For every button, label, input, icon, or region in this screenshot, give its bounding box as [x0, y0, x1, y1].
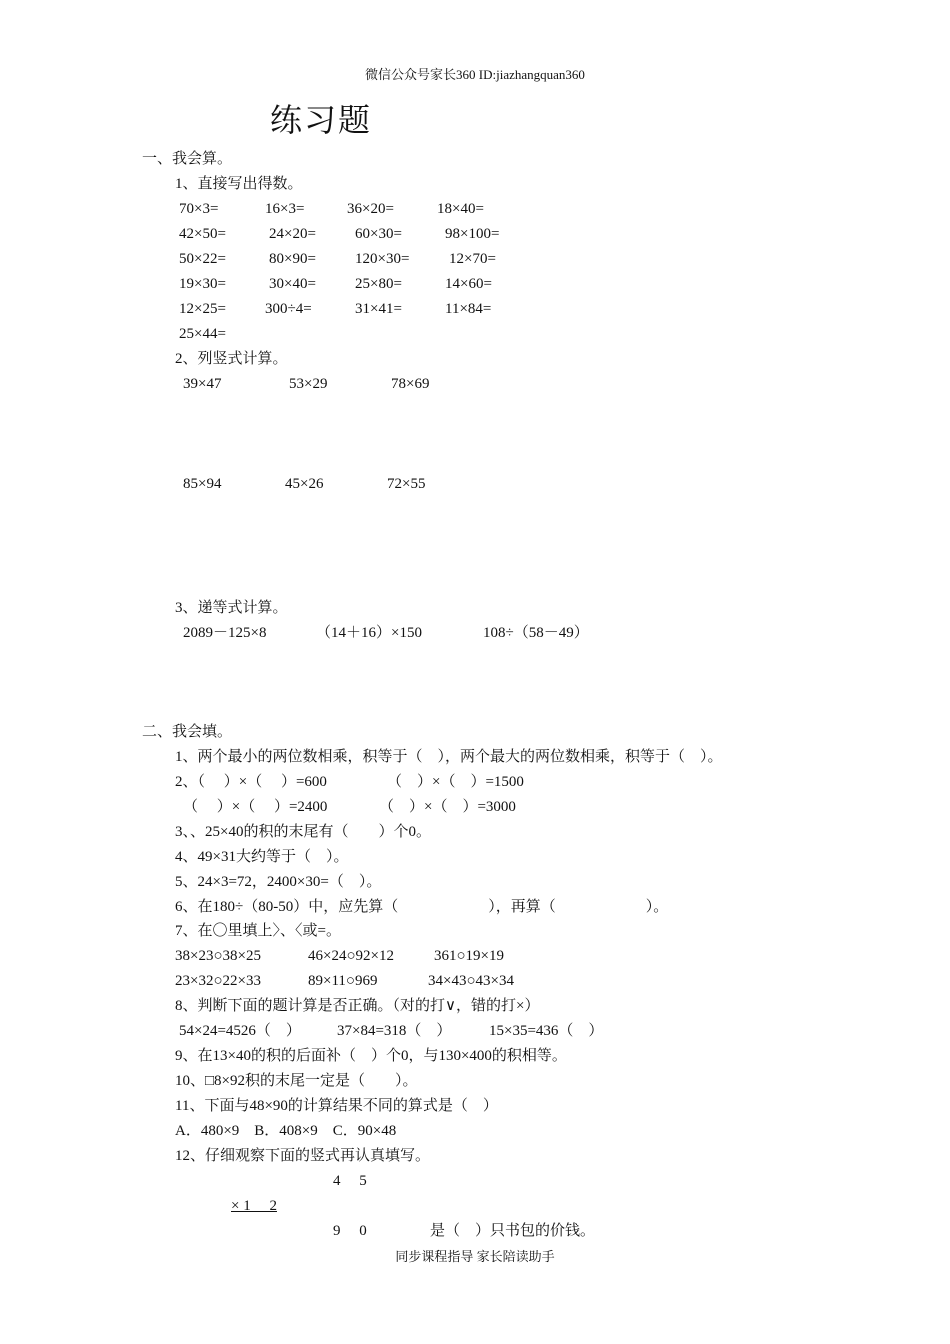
fill-q1: 1、两个最小的两位数相乘，积等于（ ），两个最大的两位数相乘，积等于（ ）。 — [175, 749, 723, 765]
vertical-result: 9 0 — [333, 1223, 367, 1239]
fill-q11-options: A．480×9 B．408×9 C．90×48 — [175, 1123, 397, 1139]
vertical-calc-item: 85×94 — [183, 476, 222, 492]
vertical-multiplier: × 1 2 — [231, 1198, 277, 1214]
compare-item: 46×24○92×12 — [308, 948, 394, 964]
compare-item: 89×11○969 — [308, 973, 378, 989]
vertical-calc-item: 53×29 — [289, 376, 328, 392]
calc-item: 70×3= — [179, 201, 219, 217]
fill-q10: 10、□8×92积的末尾一定是（ ）。 — [175, 1073, 418, 1089]
fill-q11-label: 11、下面与48×90的计算结果不同的算式是（ ） — [175, 1098, 498, 1114]
compare-item: 34×43○43×34 — [428, 973, 514, 989]
calc-item: 24×20= — [269, 226, 316, 242]
calc-item: 36×20= — [347, 201, 394, 217]
calc-item: 42×50= — [179, 226, 226, 242]
calc-item: 31×41= — [355, 301, 402, 317]
calc-item: 120×30= — [355, 251, 410, 267]
section1-heading: 一、我会算。 — [142, 151, 233, 167]
fill-q2-b: （ ）×（ ）=1500 — [387, 774, 524, 790]
vertical-calc-item: 45×26 — [285, 476, 324, 492]
compare-item: 23×32○22×33 — [175, 973, 261, 989]
calc-item: 60×30= — [355, 226, 402, 242]
calc-item: 18×40= — [437, 201, 484, 217]
calc-item: 11×84= — [445, 301, 492, 317]
page-header: 微信公众号家长360 ID:jiazhangquan360 — [365, 67, 585, 82]
fill-q2-a: 2、（ ）×（ ）=600 — [175, 774, 327, 790]
calc-item: 25×44= — [179, 326, 226, 342]
judge-item: 37×84=318（ ） — [337, 1023, 452, 1039]
compare-item: 361○19×19 — [434, 948, 505, 964]
vertical-calc-item: 39×47 — [183, 376, 222, 392]
fill-q2-d: （ ）×（ ）=3000 — [379, 799, 516, 815]
stepwise-calc-item: 2089－125×8 — [183, 625, 267, 641]
fill-q5: 5、24×3=72，2400×30=（ ）。 — [175, 874, 382, 890]
vertical-calc-item: 72×55 — [387, 476, 426, 492]
compare-item: 38×23○38×25 — [175, 948, 261, 964]
judge-item: 15×35=436（ ） — [489, 1023, 604, 1039]
calc-item: 16×3= — [265, 201, 305, 217]
calc-item: 12×70= — [449, 251, 496, 267]
calc-item: 25×80= — [355, 276, 402, 292]
page-footer: 同步课程指导 家长陪读助手 — [395, 1249, 555, 1264]
section2-heading: 二、我会填。 — [142, 724, 233, 740]
calc-item: 300÷4= — [265, 301, 312, 317]
q3-label: 3、递等式计算。 — [175, 600, 288, 616]
stepwise-calc-item: （14＋16）×150 — [316, 625, 422, 641]
calc-item: 14×60= — [445, 276, 492, 292]
q1-label: 1、直接写出得数。 — [175, 176, 303, 192]
stepwise-calc-item: 108÷（58－49） — [483, 625, 589, 641]
fill-q3: 3、、25×40的积的末尾有（ ）个0。 — [175, 824, 431, 840]
fill-q6: 6、在180÷（80-50）中，应先算（ ），再算（ ）。 — [175, 899, 669, 915]
calc-item: 98×100= — [445, 226, 500, 242]
vertical-note: 是（ ）只书包的价钱。 — [430, 1223, 596, 1239]
q2-label: 2、列竖式计算。 — [175, 351, 288, 367]
fill-q7-label: 7、在〇里填上〉、〈或=。 — [175, 923, 341, 939]
calc-item: 30×40= — [269, 276, 316, 292]
fill-q4: 4、49×31大约等于（ ）。 — [175, 849, 349, 865]
page-title: 练习题 — [270, 102, 373, 138]
fill-q8-label: 8、判断下面的题计算是否正确。（对的打∨，错的打×） — [175, 998, 540, 1014]
judge-item: 54×24=4526（ ） — [179, 1023, 301, 1039]
calc-item: 50×22= — [179, 251, 226, 267]
fill-q9: 9、在13×40的积的后面补（ ）个0，与130×400的积相等。 — [175, 1048, 567, 1064]
calc-item: 12×25= — [179, 301, 226, 317]
calc-item: 80×90= — [269, 251, 316, 267]
vertical-calc-item: 78×69 — [391, 376, 430, 392]
vertical-multiplicand: 4 5 — [333, 1173, 367, 1189]
calc-item: 19×30= — [179, 276, 226, 292]
fill-q12-label: 12、仔细观察下面的竖式再认真填写。 — [175, 1148, 431, 1164]
fill-q2-c: （ ）×（ ）=2400 — [183, 799, 328, 815]
